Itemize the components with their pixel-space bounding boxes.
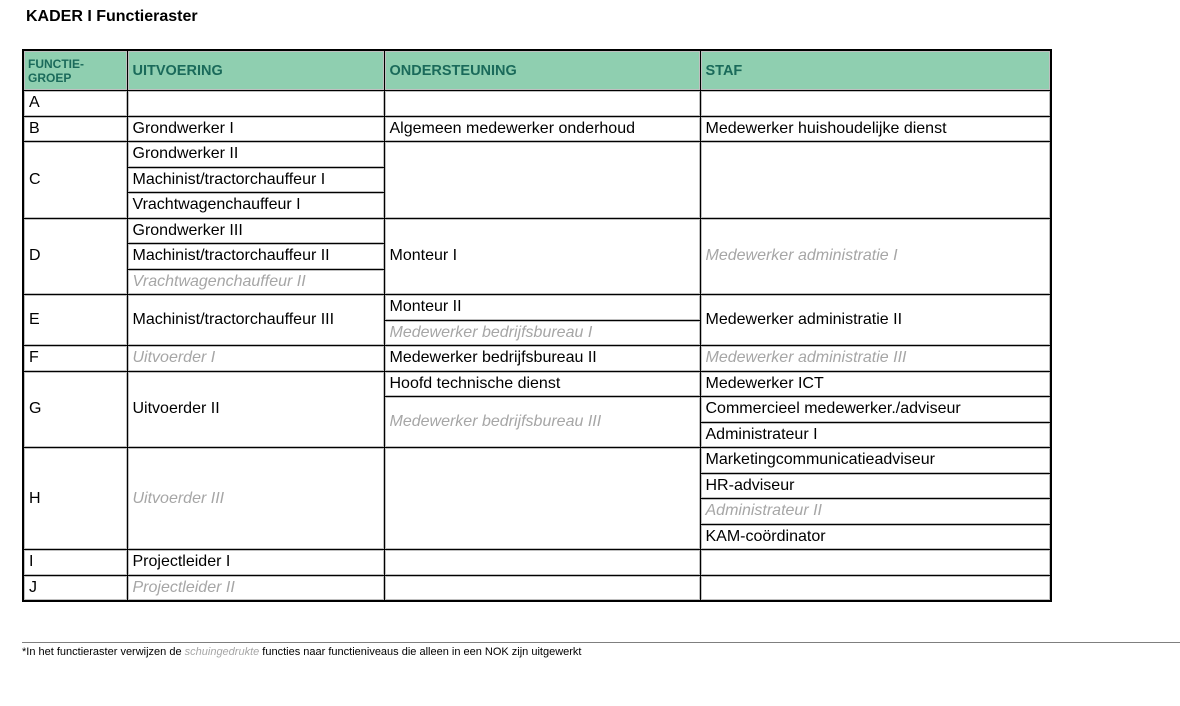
empty-cell — [384, 550, 700, 576]
group-cell: J — [23, 575, 127, 601]
staf-cell: HR-adviseur — [700, 473, 1051, 499]
group-cell: B — [23, 116, 127, 142]
empty-cell — [127, 91, 384, 117]
uitvoering-cell: Projectleider II — [127, 575, 384, 601]
footnote — [22, 646, 582, 658]
ondersteuning-cell: Medewerker bedrijfsbureau I — [384, 320, 700, 346]
header-uitvoering: UITVOERING — [127, 50, 384, 91]
uitvoering-cell: Grondwerker I — [127, 116, 384, 142]
group-cell: E — [23, 295, 127, 346]
table-row — [23, 575, 1051, 601]
group-cell: A — [23, 91, 127, 117]
ondersteuning-cell: Medewerker bedrijfsbureau III — [384, 397, 700, 448]
table-row — [23, 448, 1051, 474]
header-staf: STAF — [700, 50, 1051, 91]
group-cell: F — [23, 346, 127, 372]
ondersteuning-cell: Monteur II — [384, 295, 700, 321]
empty-cell — [700, 550, 1051, 576]
staf-cell: Administrateur II — [700, 499, 1051, 525]
table-row — [23, 116, 1051, 142]
ondersteuning-cell: Medewerker bedrijfsbureau II — [384, 346, 700, 372]
table-row — [23, 142, 1051, 168]
empty-cell — [700, 91, 1051, 117]
group-cell: C — [23, 142, 127, 219]
uitvoering-cell: Grondwerker III — [127, 218, 384, 244]
empty-cell — [384, 142, 700, 219]
staf-cell: Administrateur I — [700, 422, 1051, 448]
table-row — [23, 218, 1051, 244]
uitvoering-cell: Uitvoerder II — [127, 371, 384, 448]
staf-cell: Commercieel medewerker./adviseur — [700, 397, 1051, 423]
staf-cell: Medewerker administratie III — [700, 346, 1051, 372]
staf-cell: Marketingcommunicatieadviseur — [700, 448, 1051, 474]
uitvoering-cell: Uitvoerder III — [127, 448, 384, 550]
footnote-text-after: functies naar functieniveaus die alleen in een NOK zijn uitgewerkt — [259, 646, 582, 658]
group-cell: D — [23, 218, 127, 295]
group-cell: H — [23, 448, 127, 550]
header-row — [23, 50, 1051, 91]
footnote-text-before: *In het functieraster verwijzen de — [22, 646, 185, 658]
staf-cell: Medewerker huishoudelijke dienst — [700, 116, 1051, 142]
table-row — [23, 346, 1051, 372]
empty-cell — [384, 448, 700, 550]
empty-cell — [384, 91, 700, 117]
group-cell: G — [23, 371, 127, 448]
page-title: KADER I Functieraster — [26, 8, 198, 25]
uitvoering-cell: Vrachtwagenchauffeur II — [127, 269, 384, 295]
functieraster-table — [22, 49, 1052, 602]
table-row — [23, 550, 1051, 576]
staf-cell: Medewerker administratie II — [700, 295, 1051, 346]
staf-cell: Medewerker administratie I — [700, 218, 1051, 295]
table-row — [23, 295, 1051, 321]
uitvoering-cell: Projectleider I — [127, 550, 384, 576]
uitvoering-cell: Grondwerker II — [127, 142, 384, 168]
footnote-text-italic: schuingedrukte — [184, 646, 260, 658]
empty-cell — [700, 575, 1051, 601]
table-row — [23, 371, 1051, 397]
uitvoering-cell: Vrachtwagenchauffeur I — [127, 193, 384, 219]
table-row — [23, 91, 1051, 117]
ondersteuning-cell: Hoofd technische dienst — [384, 371, 700, 397]
uitvoering-cell: Uitvoerder I — [127, 346, 384, 372]
footnote-divider — [22, 642, 1180, 643]
header-ondersteuning: ONDERSTEUNING — [384, 50, 700, 91]
empty-cell — [384, 575, 700, 601]
group-cell: I — [23, 550, 127, 576]
uitvoering-cell: Machinist/tractorchauffeur III — [127, 295, 384, 346]
ondersteuning-cell: Algemeen medewerker onderhoud — [384, 116, 700, 142]
uitvoering-cell: Machinist/tractorchauffeur II — [127, 244, 384, 270]
ondersteuning-cell: Monteur I — [384, 218, 700, 295]
uitvoering-cell: Machinist/tractorchauffeur I — [127, 167, 384, 193]
header-functiegroep: FUNCTIE- GROEP — [23, 50, 127, 91]
staf-cell: Medewerker ICT — [700, 371, 1051, 397]
empty-cell — [700, 142, 1051, 219]
staf-cell: KAM-coördinator — [700, 524, 1051, 550]
